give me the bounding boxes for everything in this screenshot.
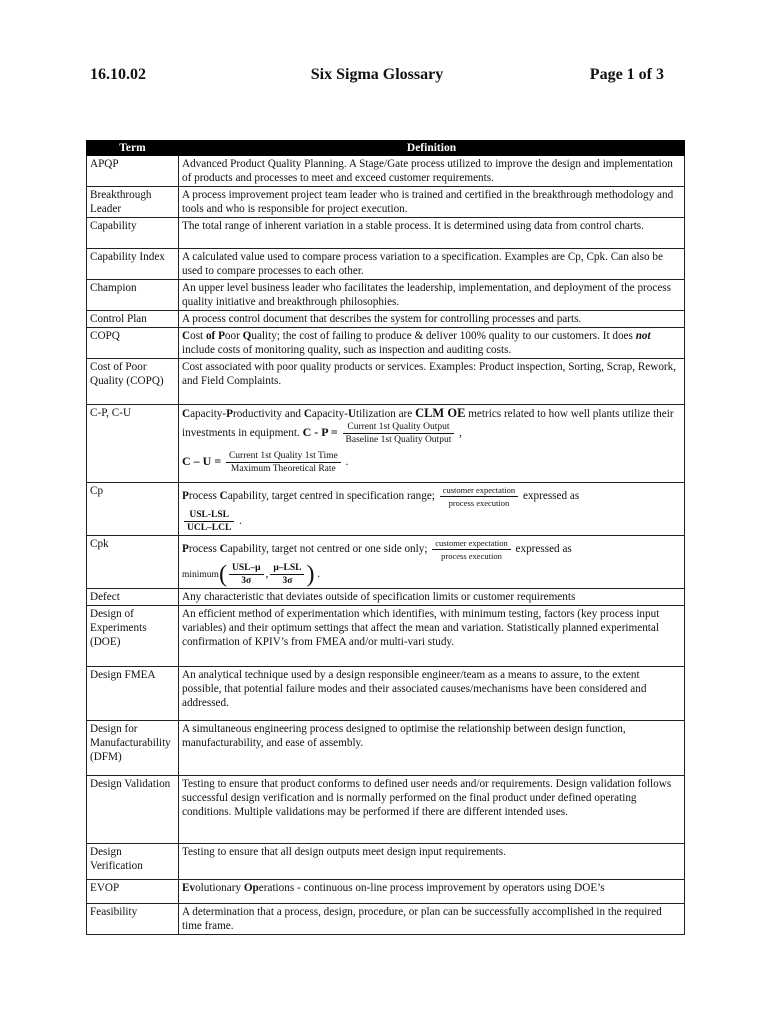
term-cell: Design Validation [87, 776, 179, 844]
header-title: Six Sigma Glossary [310, 66, 444, 83]
table-row [87, 844, 685, 880]
term-cell: Champion [87, 280, 179, 311]
open-paren-glyph: ( [218, 561, 227, 588]
definition-cell [179, 483, 685, 536]
cu-fraction [226, 450, 341, 475]
table-row [87, 156, 685, 187]
text-run: . [342, 456, 349, 469]
text-run: oor [224, 330, 243, 342]
cp-formula [182, 509, 681, 534]
term-cell: Defect [87, 589, 179, 606]
header-page-number: Page 1 of 3 [589, 66, 664, 83]
table-row [87, 904, 685, 935]
term-cell: Cpk [87, 536, 179, 589]
fraction-numerator: customer expectation [432, 537, 510, 550]
table-row [87, 218, 685, 249]
table-row [87, 536, 685, 589]
table-row [87, 483, 685, 536]
text-run: apability, target not centred or one side only; [227, 543, 431, 556]
term-cell: Breakthrough Leader [87, 187, 179, 218]
definition-cell: A process control document that describes the system for controlling processes and parts. [179, 311, 685, 328]
table-row [87, 359, 685, 405]
text-run: C [303, 408, 312, 420]
term-cell: Cost of Poor Quality (COPQ) [87, 359, 179, 405]
definition-cell: An efficient method of experimentation which identifies, with minimum testing, factors (key process input variables) and their optimum settings that affect the mean and variation. Statistically planned experimental confirmation of KPIV’s from FMEA and/or multi-vari study. [179, 606, 685, 667]
term-cell: Design for Manufacturability (DFM) [87, 721, 179, 776]
text-run: apacity- [190, 408, 227, 420]
column-header-definition: Definition [179, 141, 685, 156]
text-run: erations - continuous on-line process improvement by operators using DOE’s [258, 882, 605, 894]
text-run: rocess [188, 490, 220, 503]
definition-cell: Any characteristic that deviates outside of specification limits or customer requirements [179, 589, 685, 606]
text-run: rocess [188, 543, 220, 556]
cp-fraction [343, 421, 455, 446]
text-run: P [218, 330, 225, 342]
term-cell: Capability [87, 218, 179, 249]
cpk-ratio-fraction [432, 537, 510, 562]
table-row [87, 311, 685, 328]
text-run: , [456, 427, 462, 440]
table-row [87, 667, 685, 721]
table-row [87, 249, 685, 280]
text-run: . [236, 515, 242, 528]
text-run: include costs of monitoring quality, such as inspection and auditing costs. [182, 344, 512, 356]
definition-cell [179, 536, 685, 589]
text-run: tilization are [356, 408, 416, 420]
table-row [87, 880, 685, 904]
table-row [87, 187, 685, 218]
term-cell: Control Plan [87, 311, 179, 328]
term-cell: Design FMEA [87, 667, 179, 721]
text-run: C [182, 408, 191, 420]
text-run: olutionary [195, 882, 244, 894]
glossary-table [86, 140, 685, 935]
text-run: metrics related to how well plants utilize their investments in equipment. [182, 408, 674, 440]
term-cell: APQP [87, 156, 179, 187]
close-paren-glyph: ) [306, 561, 315, 588]
definition-cell: Cost associated with poor quality products or services. Examples: Product inspection, Sorting, Scrap, Rework, and Field Complaints. [179, 359, 685, 405]
text-run: . [314, 568, 321, 581]
text-run: P [182, 543, 189, 556]
table-row [87, 405, 685, 483]
fraction-numerator: Current 1st Quality 1st Time [226, 450, 341, 463]
fraction-denominator: process execution [441, 551, 502, 561]
text-run: C [219, 543, 228, 556]
emphasis-not: not [635, 330, 651, 342]
table-row [87, 606, 685, 667]
definition-cell: Testing to ensure that all design outputs meet design input requirements. [179, 844, 685, 880]
text-run: roductivity and [232, 408, 304, 420]
table-row [87, 589, 685, 606]
cpk-lower-fraction [270, 562, 304, 587]
text-run: apacity- [311, 408, 348, 420]
fraction-denominator: Maximum Theoretical Rate [230, 464, 336, 474]
definition-cell: An analytical technique used by a design responsible engineer/team as a means to assure, to the extent possible, that potential failure modes and their associated causes/mechanisms have been considered and addressed. [179, 667, 685, 721]
term-cell: Feasibility [87, 904, 179, 935]
definition-cell: The total range of inherent variation in a stable process. It is determined using data from control charts. [179, 218, 685, 249]
fraction-denominator: 3σ [282, 576, 293, 586]
cu-formula-label: C – U = [182, 454, 222, 469]
definition-cell [179, 880, 685, 904]
text-run: Ev [182, 882, 196, 894]
fraction-numerator: Current 1st Quality Output [343, 421, 455, 434]
text-run: C [219, 490, 228, 503]
fraction-numerator: customer expectation [440, 484, 518, 497]
cp-spec-fraction [184, 509, 234, 534]
definition-cell: A simultaneous engineering process designed to optimise the relationship between design function, manufacturability, and ease of assembly. [179, 721, 685, 776]
text-run: Op [243, 882, 259, 894]
term-cell: Capability Index [87, 249, 179, 280]
fraction-denominator: process execution [448, 498, 510, 508]
text-run: Q [242, 330, 252, 342]
fraction-denominator: 3σ [241, 576, 252, 586]
term-cell: COPQ [87, 328, 179, 359]
page-header [90, 66, 664, 88]
text-run: apability, target centred in specification range; [227, 490, 438, 503]
table-row [87, 776, 685, 844]
column-header-term: Term [87, 141, 179, 156]
definition-cell: An upper level business leader who facilitates the leadership, implementation, and deployment of the process quality initiative and breakthrough philosophies. [179, 280, 685, 311]
text-run: of [205, 330, 216, 342]
cpk-upper-fraction [229, 562, 264, 587]
table-row [87, 280, 685, 311]
table-row [87, 328, 685, 359]
cu-formula [182, 450, 681, 475]
term-cell: Design of Experiments (DOE) [87, 606, 179, 667]
fraction-numerator: μ–LSL [270, 562, 304, 575]
text-run: uality; the cost of failing to produce & deliver 100% quality to our customers. It does [251, 330, 636, 342]
cpk-formula: minimum( $\frac{\text{USL–μ}}{3\sigma}$ , $\frac{\text{μ–LSL}}{3\sigma}$ ) . [182, 561, 321, 588]
fraction-numerator: USL–μ [229, 562, 264, 575]
table-row [87, 721, 685, 776]
term-cell: Design Verification [87, 844, 179, 880]
definition-cell: Testing to ensure that product conforms to defined user needs and/or requirements. Design validation follows successful design verification and is normally performed on the final product under defined operating conditions. Multiple validations may be performed if there are different intended uses. [179, 776, 685, 844]
term-cell: EVOP [87, 880, 179, 904]
text-run: ost [190, 330, 206, 342]
text-run: expressed as [522, 490, 580, 503]
text-run: C [182, 330, 191, 342]
definition-cell [179, 405, 685, 483]
definition-cell: A determination that a process, design, procedure, or plan can be successfully accomplished in the required time frame. [179, 904, 685, 935]
text-run: P [182, 490, 189, 503]
term-cell: Cp [87, 483, 179, 536]
table-header-row [87, 141, 685, 156]
minimum-label: minimum [182, 570, 219, 581]
cp-ratio-fraction [440, 484, 518, 509]
fraction-numerator: USL-LSL [184, 509, 234, 522]
definition-cell [179, 328, 685, 359]
header-date: 16.10.02 [90, 66, 146, 83]
definition-cell: A calculated value used to compare process variation to a specification. Examples are Cp, Cpk. Can also be used to compare processes to each other. [179, 249, 685, 280]
fraction-denominator: Baseline 1st Quality Output [345, 435, 452, 445]
text-run: U [347, 408, 357, 420]
fraction-denominator: UCL–LCL [187, 523, 232, 533]
definition-cell: Advanced Product Quality Planning. A Stage/Gate process utilized to improve the design and implementation of products and processes to meet and exceed customer requirements. [179, 156, 685, 187]
term-cell: C-P, C-U [87, 405, 179, 483]
text-run: CLM OE [415, 406, 466, 420]
text-run: expressed as [515, 543, 572, 556]
cp-formula-label: C - P = [302, 425, 338, 440]
text-run: P [226, 408, 233, 420]
definition-cell: A process improvement project team leader who is trained and certified in the breakthrough methodology and tools and who is responsible for project execution. [179, 187, 685, 218]
